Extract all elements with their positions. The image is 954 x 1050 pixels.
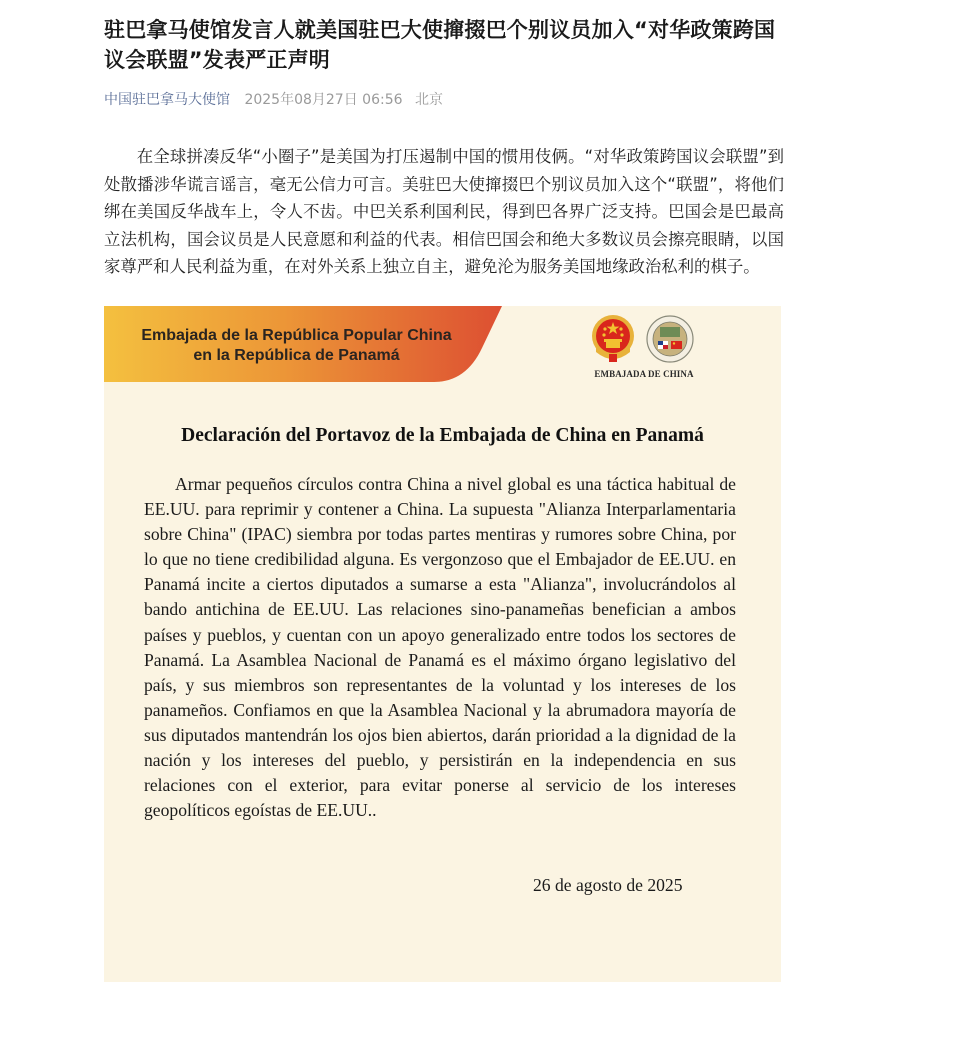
embassy-seal-icon (646, 315, 694, 363)
publish-time: 2025年08月27日 06:56 (244, 92, 403, 108)
national-emblem-icon (590, 314, 636, 364)
emblem-group (588, 312, 700, 382)
statement-image[interactable] (104, 306, 781, 982)
banner-line-1: Embajada de la República Popular China (141, 327, 452, 344)
embassy-banner (104, 306, 504, 382)
banner-line-2: en la República de Panamá (193, 347, 400, 364)
declaration-title: Declaración del Portavoz de la Embajada de China en Panamá (181, 425, 704, 446)
article-body: 在全球拼凑反华“小圈子”是美国为打压遏制中国的惯用伎俩。“对华政策跨国议会联盟”到处散播涉华谎言谣言，毫无公信力可言。美驻巴大使撺掇巴个别议员加入这个“联盟”，将他们绑在美国反华战车上，令人不齿。中巴关系利国利民，得到巴各界广泛支持。巴国会是巴最高立法机构，国会议员是人民意愿和利益的代表。相信巴国会和绝大多数议员会擦亮眼睛，以国家尊严和人民利益为重，在对外关系上独立自主，避免沦为服务美国地缘政治私利的棋子。 (104, 147, 784, 277)
declaration-body: Armar pequeños círculos contra China a nivel global es una táctica habitual de EE.UU. para reprimir y contener a China. La supuesta "Alianza Interparlamentaria sobre China" (IPAC) siembra por todas partes mentiras y rumores sobre China, por lo que no tiene credibilidad alguna. Es vergonzoso que el Embajador de EE.UU. en Panamá incite a ciertos diputados a sumarse a esta "Alianza", involucrándolos al bando antichina de EE.UU. Las relaciones sino-panameñas benefician a ambos países y pueblos, y cuentan con un apoyo generalizado entre todos los sectores de Panamá. La Asamblea Nacional de Panamá es el máximo órgano legislativo del país, y sus miembros son representantes de la voluntad y los intereses de los panameños. Confiamos en que la Asamblea Nacional y la abrumadora mayoría de sus diputados mantendrán los ojos bien abiertos, darán prioridad a la dignidad de la nación y los intereses del pueblo, y persistirán en la independencia en sus relaciones con el exterior, para evitar ponerse al servicio de los intereses geopolíticos egoístas de EE.UU.. (144, 474, 736, 821)
article-meta (104, 90, 443, 110)
author-link[interactable]: 中国驻巴拿马大使馆 (104, 92, 230, 108)
declaration-date: 26 de agosto de 2025 (533, 875, 683, 895)
banner-title (104, 326, 489, 366)
publish-location: 北京 (414, 92, 443, 108)
article-title: 驻巴拿马使馆发言人就美国驻巴大使撺掇巴个别议员加入“对华政策跨国议会联盟”发表严正声明 (104, 18, 776, 72)
emblem-caption: EMBAJADA DE CHINA (594, 369, 694, 379)
